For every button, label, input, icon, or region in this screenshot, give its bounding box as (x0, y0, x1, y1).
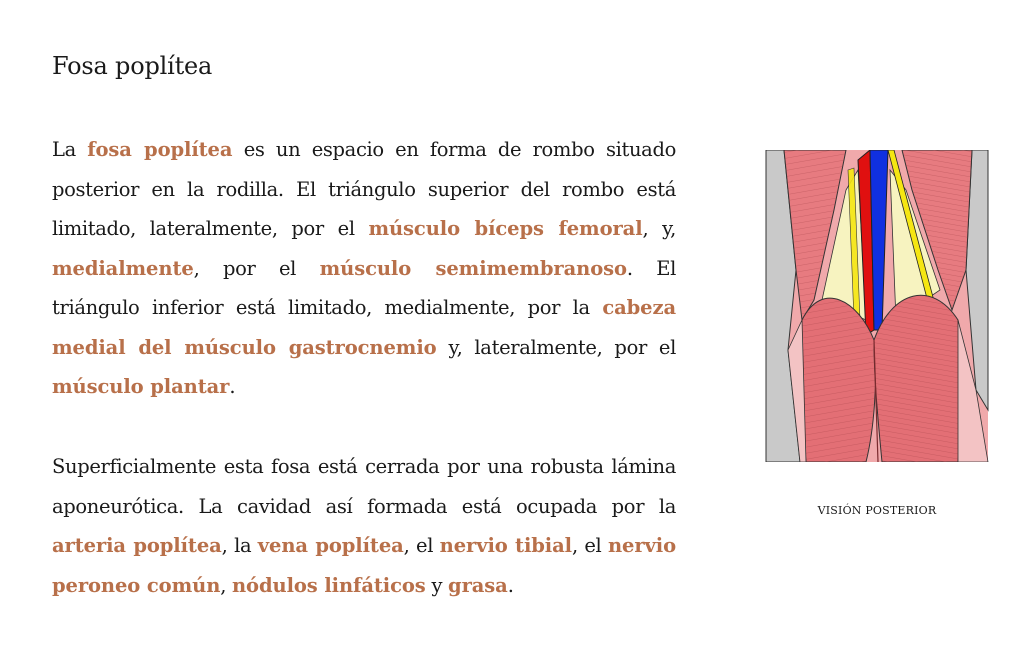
link-grasa[interactable]: grasa (448, 573, 508, 597)
paragraph-definition (52, 130, 676, 407)
text-fragment: , el (403, 534, 440, 557)
link-cabeza-medial-gastrocnemio[interactable]: cabeza medial del músculo gastrocnemio (52, 296, 676, 359)
link-fosa-poplitea[interactable]: fosa poplítea (87, 138, 233, 161)
link-musculo-semimembranoso[interactable]: músculo semimembranoso (319, 256, 627, 280)
text-fragment: . El triángulo inferior está limitado, medialmente, por la (52, 256, 677, 319)
link-arteria-poplitea[interactable]: arteria poplítea (52, 534, 222, 557)
text-fragment: , el (571, 534, 608, 557)
link-nervio-peroneo-comun[interactable]: nervio peroneo común (52, 534, 676, 597)
paragraph-contents (52, 447, 676, 605)
text-fragment: , la (221, 534, 258, 557)
figure-caption: VISIÓN POSTERIOR (817, 504, 937, 517)
text-fragment: . (229, 375, 236, 398)
text-fragment: , por el (193, 256, 320, 280)
text-fragment: y, lateralmente, por el (436, 335, 676, 359)
gastrocnemius-medial-fibers (800, 298, 875, 462)
text-fragment: y (425, 573, 449, 597)
text-fragment: es un espacio en forma de rombo situado posterior en la rodilla. El triángulo superior del rombo está limitado, lateralmente, por el (52, 138, 676, 240)
text-fragment: . (507, 573, 514, 597)
link-medialmente[interactable]: medialmente (52, 256, 194, 280)
gastrocnemius-lateral-fibers (874, 295, 962, 462)
text-fragment: , y, (642, 217, 677, 240)
link-musculo-biceps-femoral[interactable]: músculo bíceps femoral (368, 217, 643, 240)
link-nodulos-linfaticos[interactable]: nódulos linfáticos (231, 573, 426, 597)
link-nervio-tibial[interactable]: nervio tibial (439, 534, 572, 557)
link-vena-poplitea[interactable]: vena poplítea (257, 534, 404, 557)
text-fragment: La (52, 138, 88, 161)
popliteal-fossa-illustration (762, 150, 992, 462)
page-title: Fosa poplítea (52, 52, 213, 80)
text-fragment: Superficialmente esta fosa está cerrada por una robusta lámina aponeurótica. La cavidad así formada está ocupada por la (52, 455, 676, 518)
text-fragment: , (220, 573, 232, 597)
link-musculo-plantar[interactable]: músculo plantar (52, 375, 230, 398)
